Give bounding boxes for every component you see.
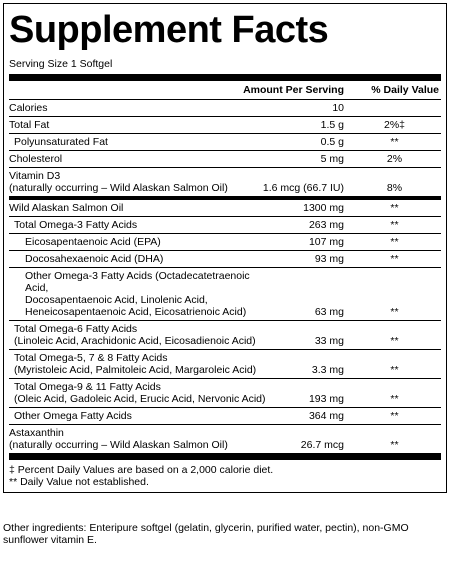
nutrient-amount: 107 mg [308,236,344,248]
nutrient-dv: ** [390,236,399,248]
nutrient-amount: 263 mg [308,219,344,231]
nutrient-row-salmon-oil [9,200,441,216]
nutrient-amount: 3.3 mg [311,364,344,376]
nutrient-name: Other Omega-3 Fatty Acids (Octadecatetraenoic Acid, Docosapentaenoic Acid, Linolenic Acid, Heneicosapentaenoic Acid, Eicosatrienoic Acid) [25,270,250,318]
nutrient-row-omega-9-11 [9,378,441,407]
nutrient-dv: ** [390,335,399,347]
panel-title: Supplement Facts [9,9,329,51]
supplement-facts-panel [3,3,447,493]
nutrient-dv: ** [390,439,399,451]
nutrient-name: Eicosapentaenoic Acid (EPA) [25,236,161,248]
nutrient-dv: ** [390,202,399,214]
nutrient-dv: 2% [386,153,403,165]
nutrient-dv: ** [390,364,399,376]
nutrient-amount: 33 mg [314,335,344,347]
nutrient-amount: 63 mg [314,306,344,318]
nutrient-row-polyunsaturated-fat [9,133,441,150]
nutrient-dv: ** [390,219,399,231]
nutrient-name: Calories [9,102,48,114]
nutrient-name: Cholesterol [9,153,63,165]
nutrient-row-omega-6 [9,320,441,349]
other-ingredients: Other ingredients: Enteripure softgel (gelatin, glycerin, purified water, pectin), non-GMO sunflower vitamin E. [3,522,409,546]
nutrient-name: Total Omega-3 Fatty Acids [14,219,138,231]
nutrient-name: Total Omega-9 & 11 Fatty Acids (Oleic Acid, Gadoleic Acid, Erucic Acid, Nervonic Acid) [14,381,266,405]
nutrient-amount: 1.6 mcg (66.7 IU) [262,182,344,194]
nutrient-name: Polyunsaturated Fat [14,136,108,148]
nutrient-row-omega-3 [9,216,441,233]
nutrient-name: Wild Alaskan Salmon Oil [9,202,124,214]
nutrient-row-omega-5-7-8 [9,349,441,378]
nutrient-amount: 1300 mg [303,202,344,214]
nutrient-name: Astaxanthin (naturally occurring – Wild Alaskan Salmon Oil) [9,427,228,451]
serving-size: Serving Size 1 Softgel [9,58,113,70]
footnote-dv-not-established: ** Daily Value not established. [9,476,149,488]
nutrient-dv: ** [390,136,399,148]
nutrient-dv: ** [390,410,399,422]
nutrient-row-vitamin-d3 [9,167,441,196]
nutrient-row-astaxanthin [9,424,441,453]
nutrient-name: Vitamin D3 (naturally occurring – Wild Alaskan Salmon Oil) [9,170,228,194]
nutrient-amount: 0.5 g [320,136,344,148]
nutrient-amount: 193 mg [308,393,344,405]
amount-header: Amount Per Serving [243,84,344,96]
nutrient-amount: 26.7 mcg [300,439,344,451]
nutrient-row-other-omega [9,407,441,424]
footnote-dv-basis: ‡ Percent Daily Values are based on a 2,000 calorie diet. [9,464,274,476]
nutrient-name: Other Omega Fatty Acids [14,410,132,422]
nutrient-amount: 93 mg [314,253,344,265]
nutrient-dv: ** [390,253,399,265]
nutrient-dv: ** [390,393,399,405]
nutrient-row-calories [9,99,441,116]
nutrient-amount: 5 mg [320,153,344,165]
nutrient-row-dha [9,250,441,267]
nutrient-name: Docosahexaenoic Acid (DHA) [25,253,164,265]
nutrient-row-cholesterol [9,150,441,167]
dv-header: % Daily Value [371,84,439,96]
nutrient-dv: 8% [386,182,403,194]
nutrient-amount: 10 [332,102,344,114]
footnotes [9,460,441,488]
nutrient-name: Total Fat [9,119,50,131]
nutrient-name: Total Omega-5, 7 & 8 Fatty Acids (Myristoleic Acid, Palmitoleic Acid, Margaroleic Acid) [14,352,257,376]
nutrient-row-total-fat [9,116,441,133]
thick-divider [9,453,441,460]
nutrient-row-other-omega-3 [9,267,441,320]
column-header [9,81,441,99]
nutrient-amount: 364 mg [308,410,344,422]
nutrient-dv: ** [390,306,399,318]
nutrient-dv: 2%‡ [383,119,405,131]
thick-divider [9,74,441,81]
nutrient-name: Total Omega-6 Fatty Acids (Linoleic Acid, Arachidonic Acid, Eicosadienoic Acid) [14,323,256,347]
nutrient-row-epa [9,233,441,250]
nutrient-amount: 1.5 g [320,119,344,131]
